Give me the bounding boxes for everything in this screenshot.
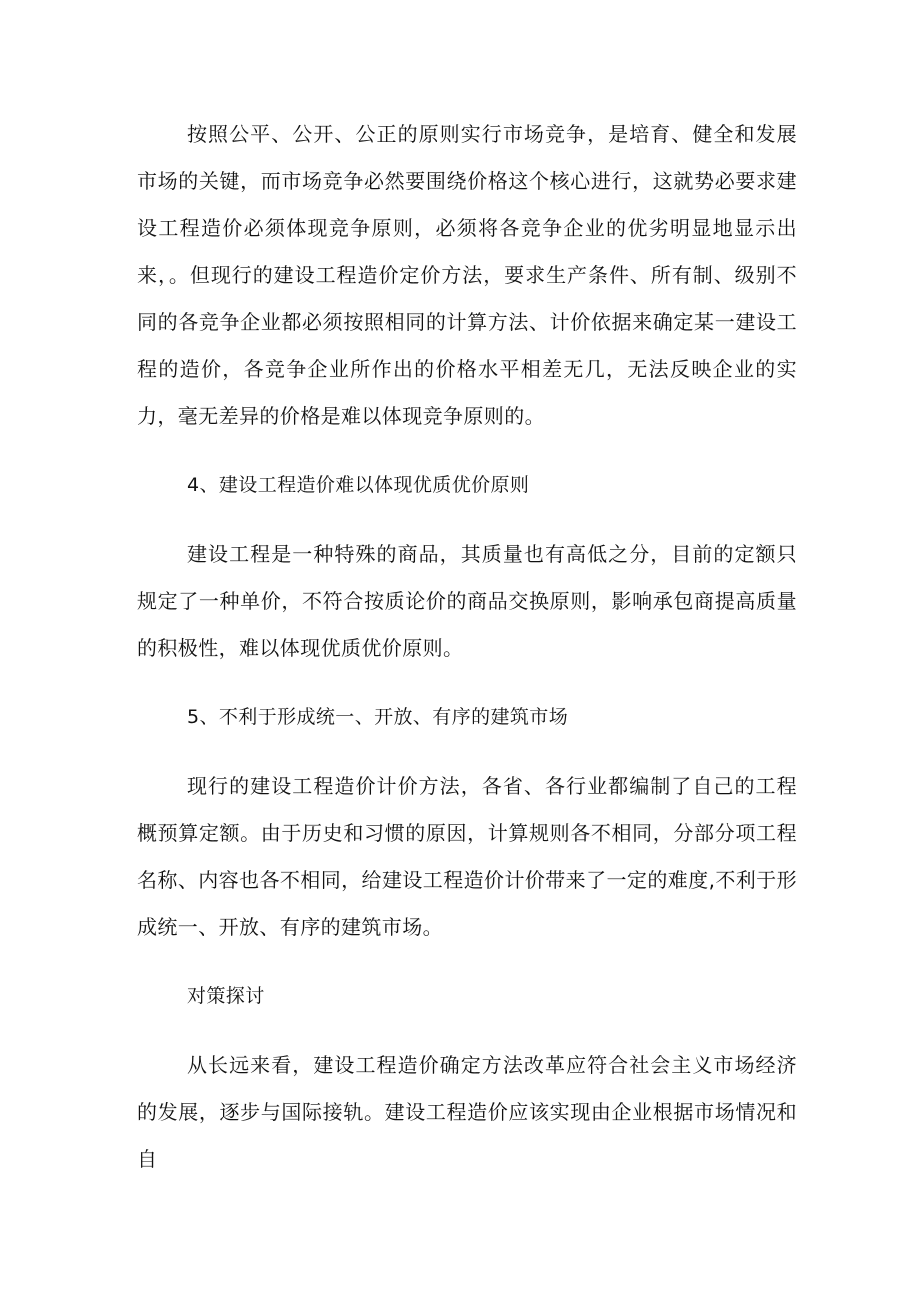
heading-unified-market: 5、不利于形成统一、开放、有序的建筑市场 <box>187 706 569 728</box>
document-body <box>137 111 797 1183</box>
paragraph-quality-price: 建设工程是一种特殊的商品，其质量也有高低之分，目前的定额只规定了一种单价，不符合按质论价的商品交换原则，影响承包商提高质量的积极性，难以体现优质优价原则。 <box>137 542 797 660</box>
paragraph-unified-market: 现行的建设工程造价计价方法，各省、各行业都编制了自己的工程概预算定额。由于历史和习惯的原因，计算规则各不相同，分部分项工程名称、内容也各不相同，给建设工程造价计价带来了一定的难度,不利于形成统一、开放、有序的建筑市场。 <box>137 774 797 939</box>
heading-quality-price-principle: 4、建设工程造价难以体现优质优价原则 <box>187 474 530 496</box>
heading-countermeasures: 对策探讨 <box>187 985 265 1007</box>
paragraph-countermeasures: 从长远来看，建设工程造价确定方法改革应符合社会主义市场经济的发展，逐步与国际接轨。建设工程造价应该实现由企业根据市场情况和自 <box>137 1053 797 1171</box>
paragraph-competition-principle: 按照公平、公开、公正的原则实行市场竞争，是培育、健全和发展市场的关键，而市场竞争必然要围绕价格这个核心进行，这就势必要求建设工程造价必须体现竞争原则，必须将各竞争企业的优劣明显地显示出来，。但现行的建设工程造价定价方法，要求生产条件、所有制、级别不同的各竞争企业都必须按照相同的计算方法、计价依据来确定某一建设工程的造价，各竞争企业所作出的价格水平相差无几，无法反映企业的实力，毫无差异的价格是难以体现竞争原则的。 <box>137 122 797 428</box>
